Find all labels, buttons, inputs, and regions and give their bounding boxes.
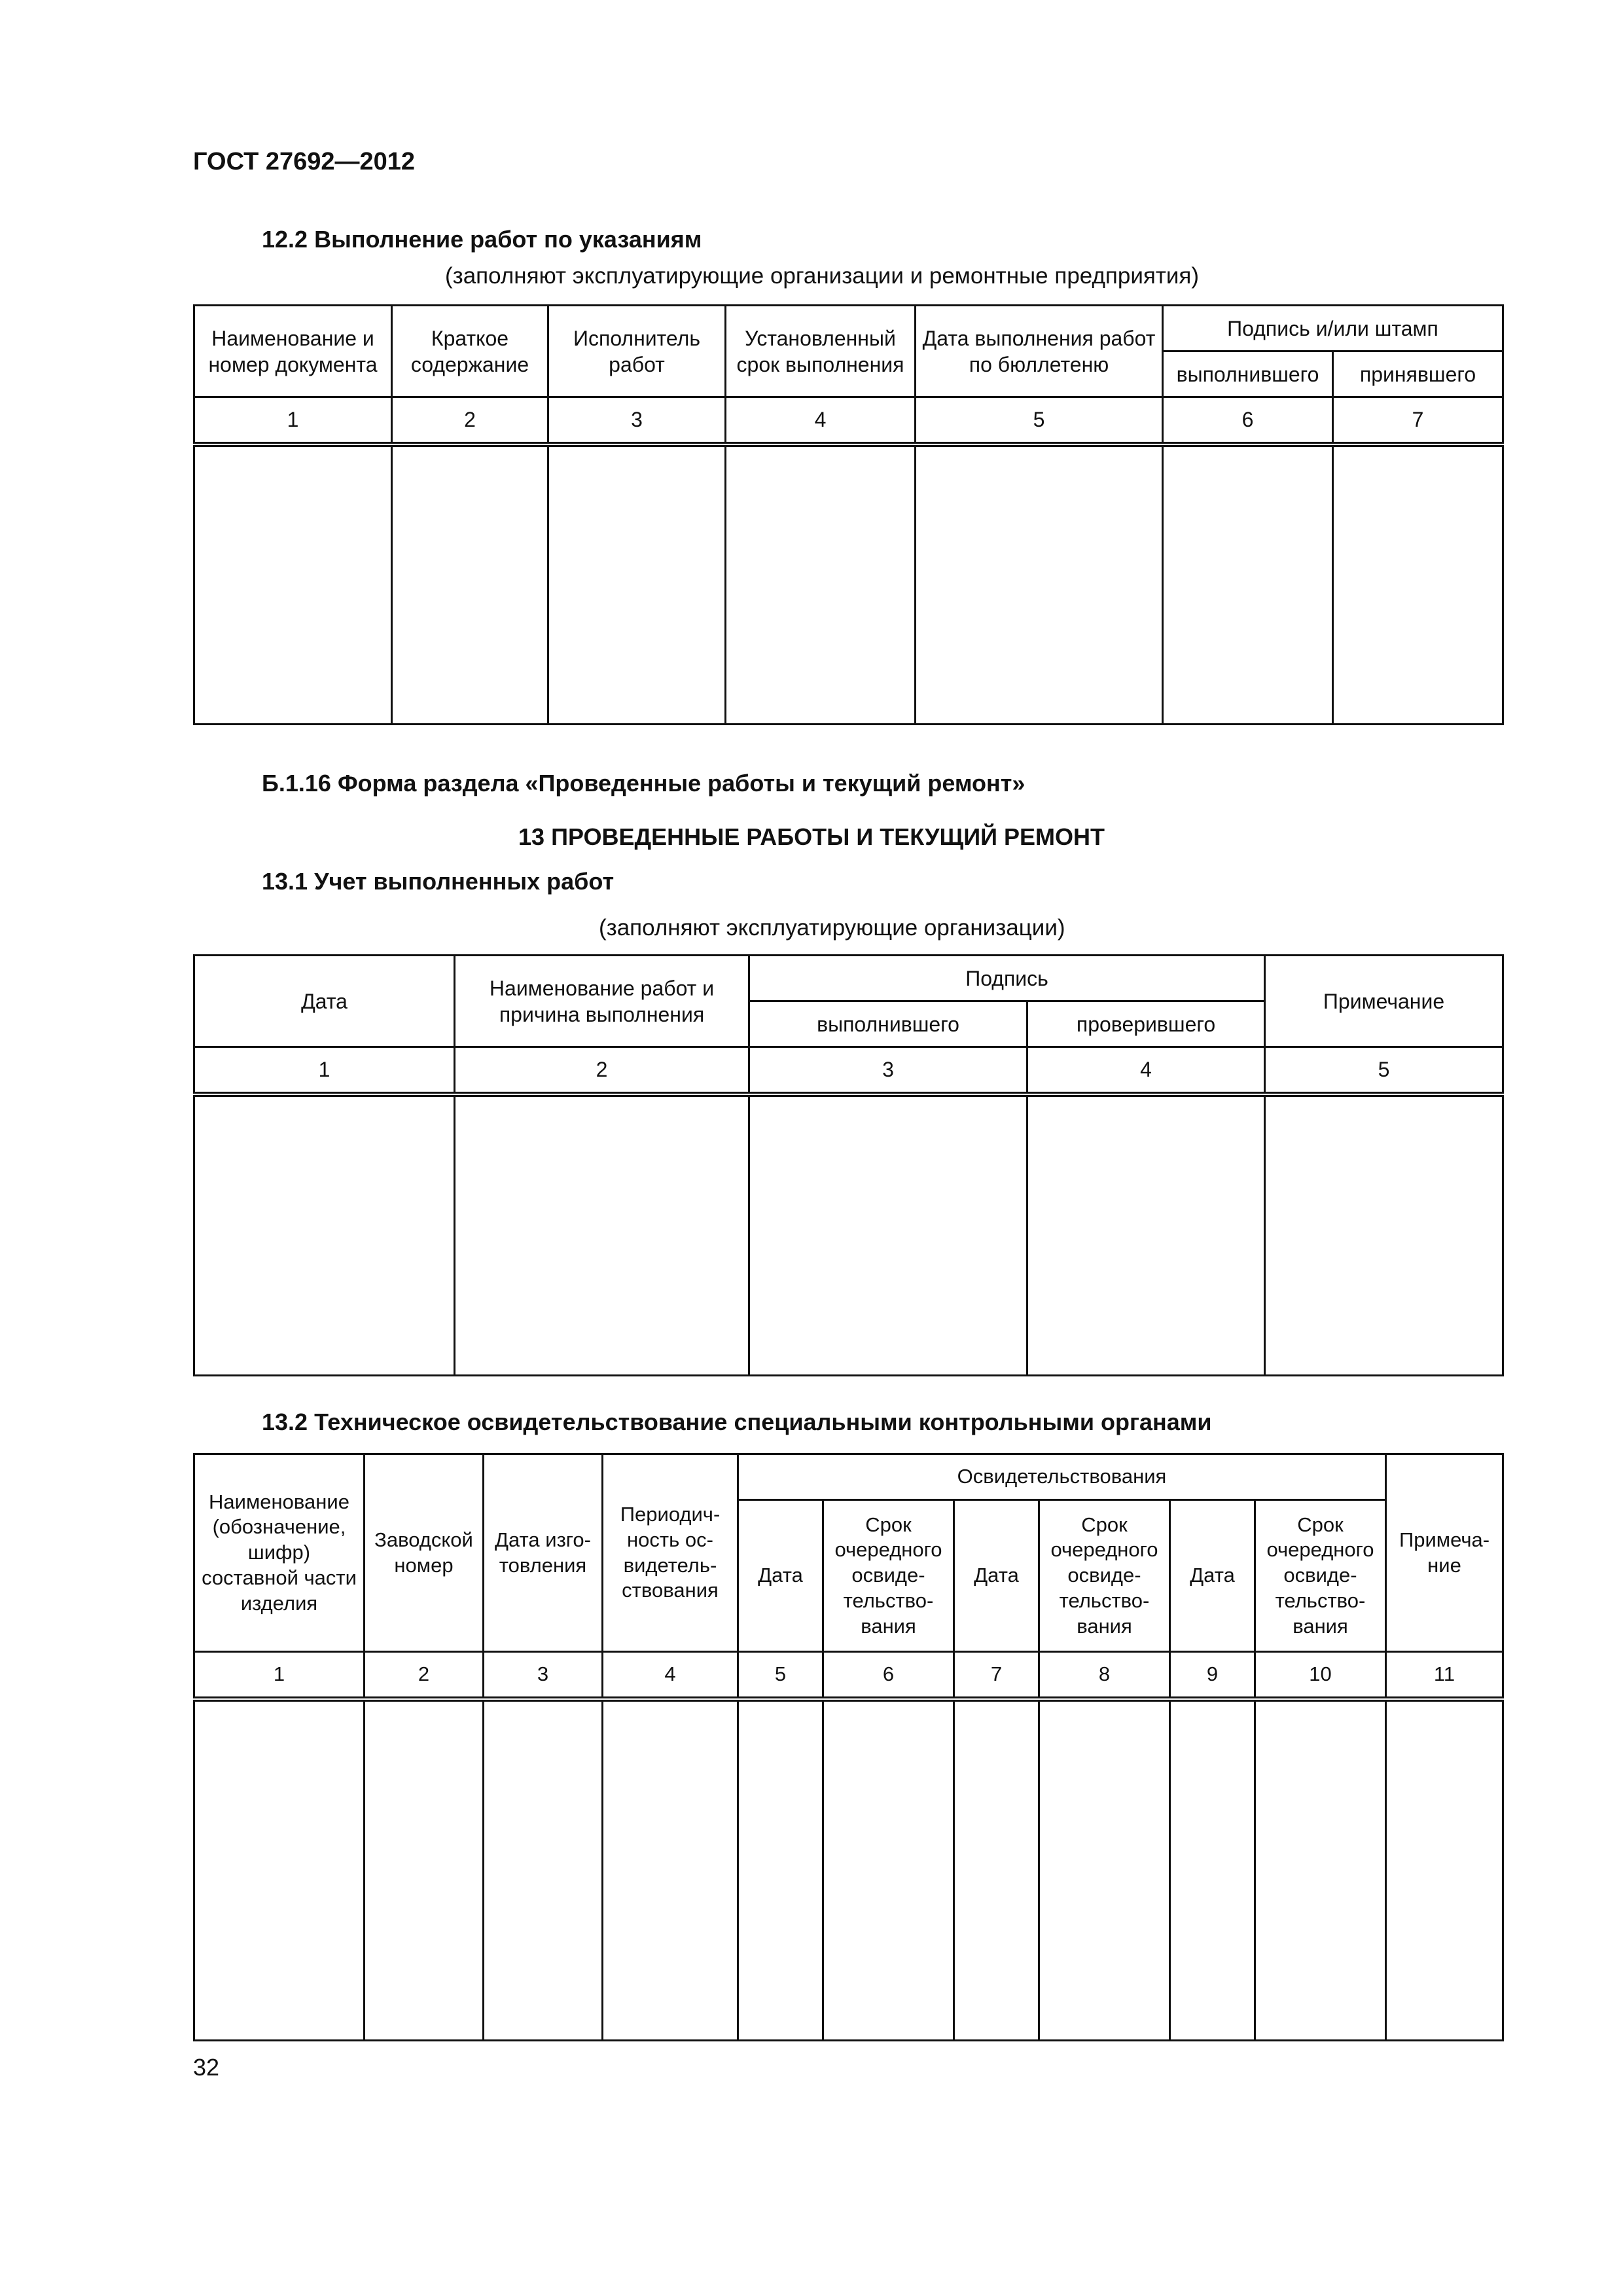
column-number: 3 <box>749 1047 1027 1094</box>
col-header: Примечание <box>1265 956 1503 1047</box>
column-number: 5 <box>1265 1047 1503 1094</box>
sub-header: принявшего <box>1333 351 1503 397</box>
blank-cell[interactable] <box>194 1094 455 1376</box>
column-number: 5 <box>738 1652 823 1699</box>
column-number: 2 <box>365 1652 484 1699</box>
blank-cell[interactable] <box>1170 1699 1255 2041</box>
column-number: 7 <box>1333 397 1503 444</box>
column-number: 7 <box>954 1652 1039 1699</box>
blank-cell[interactable] <box>392 444 548 725</box>
blank-cell[interactable] <box>1027 1094 1265 1376</box>
col-header: Установленный срок выполнения <box>726 306 916 397</box>
document-header: ГОСТ 27692—2012 <box>193 148 416 175</box>
col-header: Дата <box>194 956 455 1047</box>
sub-header: Срок очередного освидетельствования <box>823 1500 954 1652</box>
sub-header: Срок очередного освидетельствования <box>1255 1500 1386 1652</box>
column-number: 1 <box>194 1652 365 1699</box>
column-number: 1 <box>194 397 392 444</box>
blank-cell[interactable] <box>484 1699 603 2041</box>
column-number: 11 <box>1386 1652 1503 1699</box>
col-header: Примечание <box>1386 1454 1503 1652</box>
sub-header: Срок очередного освидетельствования <box>1039 1500 1170 1652</box>
blank-cell[interactable] <box>194 1699 365 2041</box>
column-number: 4 <box>1027 1047 1265 1094</box>
sub-header: Дата <box>1170 1500 1255 1652</box>
column-number: 6 <box>1163 397 1333 444</box>
group-header: Подпись <box>749 956 1265 1001</box>
column-number: 4 <box>603 1652 738 1699</box>
sub-header: Дата <box>738 1500 823 1652</box>
column-number: 10 <box>1255 1652 1386 1699</box>
column-number: 1 <box>194 1047 455 1094</box>
form-b116-title: Б.1.16 Форма раздела «Проведенные работы и текущий ремонт» <box>262 770 1026 797</box>
blank-cell[interactable] <box>603 1699 738 2041</box>
blank-cell[interactable] <box>823 1699 954 2041</box>
col-header: Исполнитель работ <box>548 306 726 397</box>
column-number: 9 <box>1170 1652 1255 1699</box>
column-number: 5 <box>916 397 1163 444</box>
sub-header: Дата <box>954 1500 1039 1652</box>
blank-cell[interactable] <box>1255 1699 1386 2041</box>
blank-cell[interactable] <box>1163 444 1333 725</box>
col-header: Наименование работ и причина выполнения <box>455 956 749 1047</box>
section-12-2-note: (заполняют эксплуатирующие организации и ремонтные предприятия) <box>445 263 1200 289</box>
col-header: Наименование (обозначение, шифр) составной части изделия <box>194 1454 365 1652</box>
sub-header: проверившего <box>1027 1001 1265 1047</box>
column-number: 2 <box>392 397 548 444</box>
blank-cell[interactable] <box>738 1699 823 2041</box>
section-13-2-title: 13.2 Техническое освидетельствование специальными контрольными органами <box>262 1408 1212 1435</box>
blank-cell[interactable] <box>916 444 1163 725</box>
sub-header: выполнившего <box>749 1001 1027 1047</box>
column-number: 3 <box>484 1652 603 1699</box>
column-number: 8 <box>1039 1652 1170 1699</box>
col-header: Периодичность освидетельствования <box>603 1454 738 1652</box>
column-number: 2 <box>455 1047 749 1094</box>
table-13-1 <box>193 954 1504 1376</box>
group-header: Подпись и/или штамп <box>1163 306 1503 351</box>
section-13-title: 13 ПРОВЕДЕННЫЕ РАБОТЫ И ТЕКУЩИЙ РЕМОНТ <box>518 823 1105 850</box>
table-12-2 <box>193 304 1504 725</box>
blank-cell[interactable] <box>954 1699 1039 2041</box>
table-13-2 <box>193 1453 1504 2041</box>
col-header: Краткое содержание <box>392 306 548 397</box>
column-number: 3 <box>548 397 726 444</box>
group-header: Освидетельствования <box>738 1454 1386 1500</box>
page-number: 32 <box>193 2054 220 2081</box>
blank-cell[interactable] <box>749 1094 1027 1376</box>
col-header: Дата выполнения работ по бюллетеню <box>916 306 1163 397</box>
col-header: Наименование и номер документа <box>194 306 392 397</box>
blank-cell[interactable] <box>365 1699 484 2041</box>
blank-cell[interactable] <box>1386 1699 1503 2041</box>
blank-cell[interactable] <box>194 444 392 725</box>
section-12-2-title: 12.2 Выполнение работ по указаниям <box>262 226 702 253</box>
blank-cell[interactable] <box>455 1094 749 1376</box>
column-number: 4 <box>726 397 916 444</box>
sub-header: выполнившего <box>1163 351 1333 397</box>
blank-cell[interactable] <box>548 444 726 725</box>
col-header: Дата изготовления <box>484 1454 603 1652</box>
blank-cell[interactable] <box>726 444 916 725</box>
blank-cell[interactable] <box>1333 444 1503 725</box>
blank-cell[interactable] <box>1039 1699 1170 2041</box>
column-number: 6 <box>823 1652 954 1699</box>
section-13-1-note: (заполняют эксплуатирующие организации) <box>599 915 1065 941</box>
col-header: Заводской номер <box>365 1454 484 1652</box>
section-13-1-title: 13.1 Учет выполненных работ <box>262 868 615 895</box>
blank-cell[interactable] <box>1265 1094 1503 1376</box>
